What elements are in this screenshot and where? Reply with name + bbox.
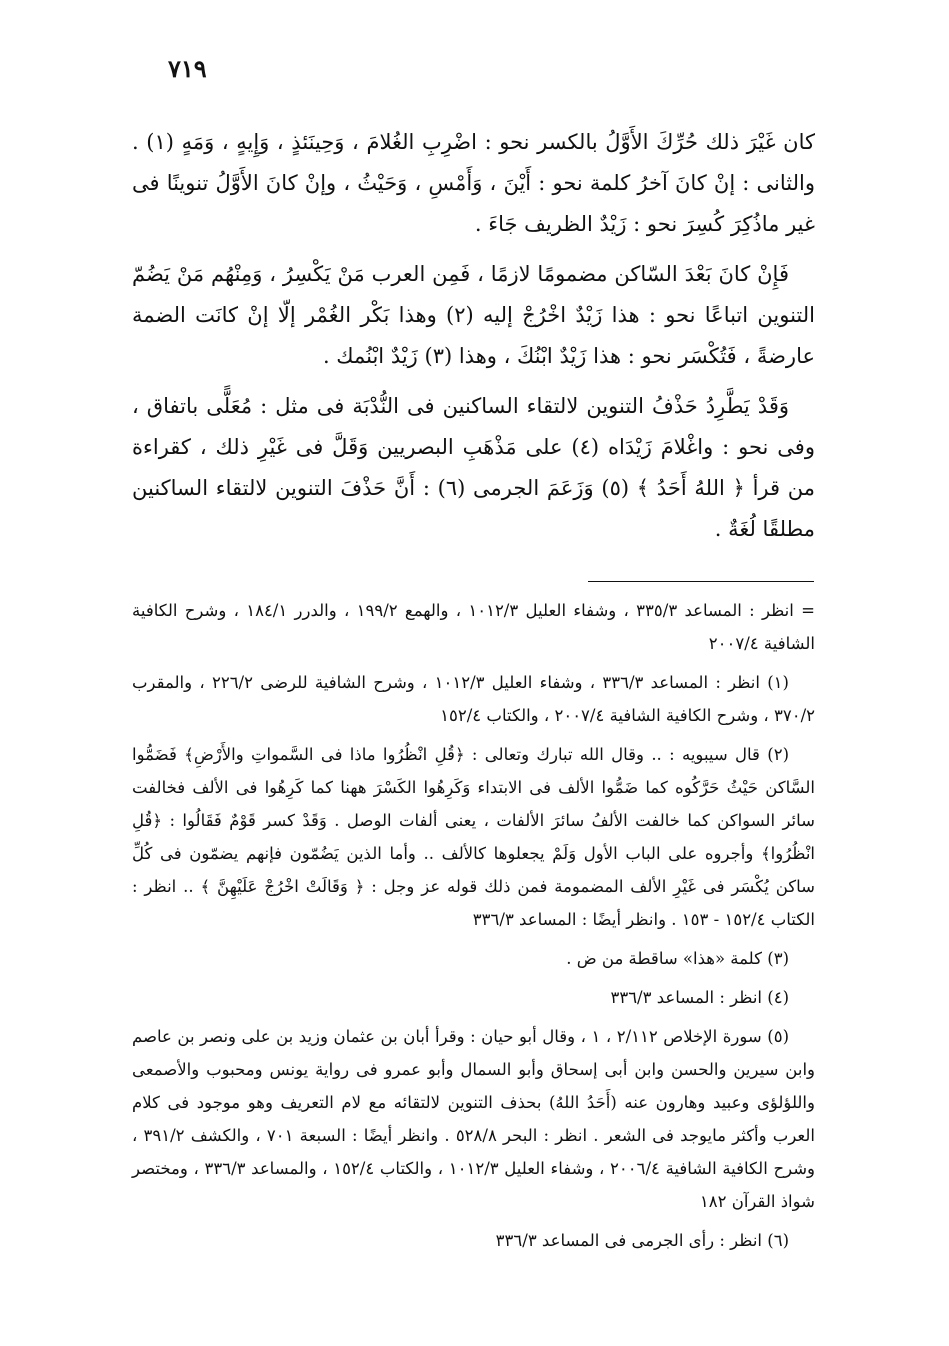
footnote-3: (٣) كلمة «هذا» ساقطة من ض . [566, 949, 789, 968]
footnote-2: (٢) قال سيبويه : .. وقال الله تبارك وتعالى : ﴿قُلِ انْظُرُوا ماذا فى السَّمواتِ والأَرْضِ﴾ فَضَمُّوا السَّاكن حَيْثُ حَرَّكُوه كما ضَمُّوا الألف فى الابتداء وَكَرِهُوا الكَسْرَ ههنا كما كَرِهُوا فى الألف فخالفت سائر السواكن كما خالفت الألفُ سائرَ الألفات ، يعنى ألفات الوصل . وَقَدْ كسر قَوْمٌ فَقَالُوا : ﴿قُلِ انْظُرُوا﴾ وأجروه على الباب الأول وَلَمْ يجعلوها كالألف .. وأما الذين يَضُمّون فإنهم يضمّون فى كُلِّ ساكن يُكْسَر فى غَيْرِ الألف المضمومة فمن ذلك قوله عز وجل : ﴿ وَقَالَتْ اخْرُجْ عَلَيْهِنَّ ﴾ .. انظر : الكتاب ١٥٢/٤ - ١٥٣ . وانظر أيضًا : المساعد ٣٣٦/٣ [132, 745, 815, 929]
page-number: ٧١٩ [168, 54, 207, 83]
main-paragraph-1: كان غَيْرَ ذلك حُرِّكَ الأَوَّلُ بالكسر نحو : اضْرِبِ الغُلامَ ، وَحِينَئذٍ ، وَإِيهٍ ، وَمَهٍ (١) . والثانى : إنْ كانَ آخرُ كلمة نحو : أَيْنَ ، وَأَمْسِ ، وَحَيْثُ ، وإنْ كانَ الأَوَّلُ تنوينًا فى غير ماذُكِرَ كُسِرَ نحو : زَيْدٌ الظريف جَاءَ . [132, 130, 815, 236]
footnote-5: (٥) سورة الإخلاص ٢/١١٢ ، ١ ، وقال أبو حيان : وقرأ أبان بن عثمان وزيد بن على ونصر بن عاصم وابن سيرين والحسن وابن أبى إسحاق وأبو السمال وأبو عمرو فى رواية يونس ومحبوب والأصمعى واللؤلؤى وعبيد وهارون عنه (أَحَدُ اللهُ) بحذف التنوين لالتقائه مع لام التعريف وهو موجود فى كلام العرب وأكثر مايوجد فى الشعر . انظر : البحر ٥٢٨/٨ . وانظر أيضًا : السبعة ٧٠١ ، والكشف ٣٩١/٢ ، وشرح الكافية الشافية ٢٠٠٦/٤ ، وشفاء العليل ١٠١٢/٣ ، والكتاب ١٥٢/٤ ، والمساعد ٣٣٦/٣ ، ومختصر شواذ القرآن ١٨٢ [132, 1027, 816, 1211]
footnote-1: (١) انظر : المساعد ٣٣٦/٣ ، وشفاء العليل ١٠١٢/٣ ، وشرح الشافية للرضى ٢٢٦/٢ ، والمقرب ٣٧٠/٢ ، وشرح الكافية الشافية ٢٠٠٧/٤ ، والكتاب ١٥٢/٤ [132, 673, 815, 725]
main-paragraph-2: فَإِنْ كانَ بَعْدَ السّاكن مضمومًا لازمًا ، فَمِن العرب مَنْ يَكْسِرُ ، وَمِنْهُم مَنْ يَضُمّ التنوين اتباعًا نحو : هذا زَيْدٌ اخْرُجْ إليه (٢) وهذا بَكْر الغُمْر إلّا إنْ كانَت الضمة عارضةً ، فَتُكْسَر نحو : هذا زَيْدٌ ابْنُكَ ، وهذا (٣) زَيْدٌ ابْنُمك . [132, 262, 815, 368]
footnote-divider [588, 581, 814, 582]
footnote-6: (٦) انظر : رأى الجرمى فى المساعد ٣٣٦/٣ [495, 1231, 789, 1250]
main-paragraph-3: وَقَدْ يَطَّرِدُ حَذْفُ التنوين لالتقاء الساكنين فى النُّدْبَة فى مثل : مُعَلًّى باتفاق ، وفى نحو : واغْلامَ زَيْدَاه (٤) على مَذْهَبِ البصريين وَقَلَّ فى غَيْرِ ذلك ، كقراءة من قرأ ﴿ اللهُ أَحَدُ ﴾ (٥) وَزَعَمَ الجرمى (٦) : أَنَّ حَذْفَ التنوين لالتقاء الساكنين مطلقًا لُغَةٌ . [132, 394, 815, 541]
footnote-4: (٤) انظر : المساعد ٣٣٦/٣ [610, 988, 789, 1007]
main-text [132, 122, 815, 559]
footnotes [132, 594, 815, 1263]
footnote-continuation: = انظر : المساعد ٣٣٥/٣ ، وشفاء العليل ١٠١٢/٣ ، والهمع ١٩٩/٢ ، والدرر ١٨٤/١ ، وشرح الكافية الشافية ٢٠٠٧/٤ [132, 601, 815, 653]
